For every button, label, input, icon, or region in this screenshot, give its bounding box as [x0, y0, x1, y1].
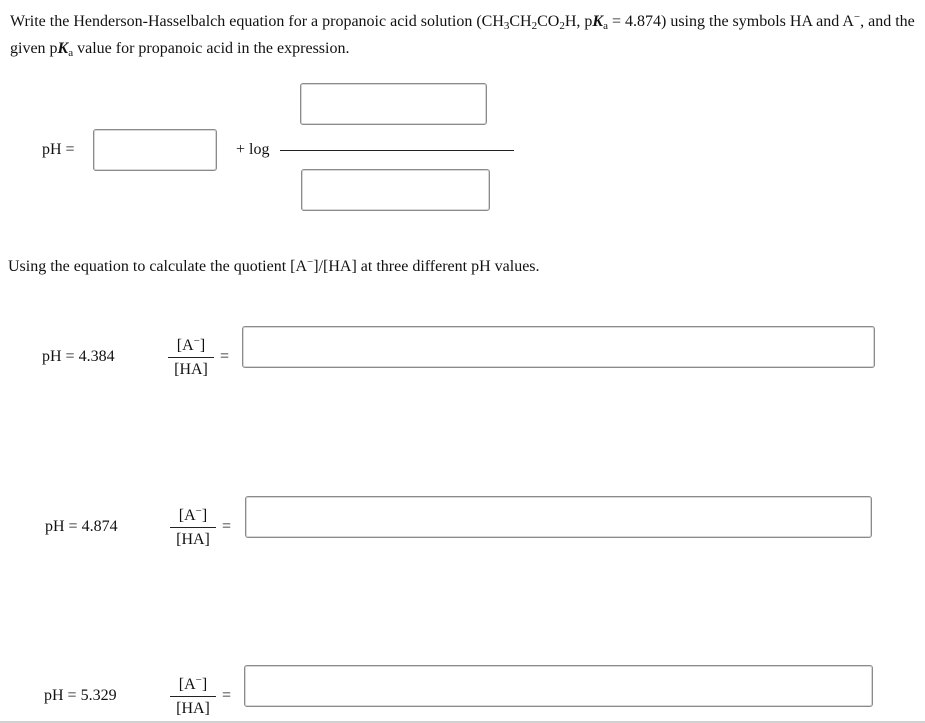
- row-1-quotient-input[interactable]: [242, 326, 875, 368]
- row-3-equals: =: [222, 687, 232, 704]
- row-2-quotient-fraction: [170, 506, 216, 549]
- row-1-equals: =: [220, 348, 230, 365]
- row-2-denominator: [HA]: [176, 531, 210, 548]
- fraction-bar: [280, 150, 514, 151]
- question-1-text: Write the Henderson-Hasselbalch equation for a propanoic acid solution ($CH_3CH_2CO_2H$, $pK_a = 4.874$) using the symbols HA and A−, and the given $pK_a$ value for propanoic acid in the expression.: [10, 11, 915, 59]
- row-2-quotient-input[interactable]: [245, 496, 872, 538]
- row-3-denominator: [HA]: [176, 700, 210, 717]
- row-2-ph-label: pH = 4.874: [45, 518, 118, 535]
- row-1-quotient-fraction: [168, 336, 214, 379]
- numerator-input[interactable]: [300, 83, 487, 125]
- row-3-quotient-input[interactable]: [244, 665, 873, 707]
- row-1-numerator: [A−]: [176, 335, 206, 354]
- row-1-ph-label: pH = 4.384: [42, 348, 115, 365]
- row-3-ph-label: pH = 5.329: [44, 687, 117, 704]
- question-2-text: Using the equation to calculate the quotient [A−]/[HA] at three different pH values.: [8, 256, 540, 275]
- ph-input[interactable]: [93, 129, 217, 171]
- row-1-denominator: [HA]: [174, 361, 208, 378]
- denominator-input[interactable]: [301, 169, 490, 211]
- row-3-quotient-fraction: [170, 675, 216, 718]
- row-3-numerator: [A−]: [178, 674, 208, 693]
- row-2-numerator: [A−]: [178, 505, 208, 524]
- equation-ph-label: pH =: [42, 141, 75, 158]
- log-label: + log: [236, 141, 270, 158]
- row-2-equals: =: [222, 518, 232, 535]
